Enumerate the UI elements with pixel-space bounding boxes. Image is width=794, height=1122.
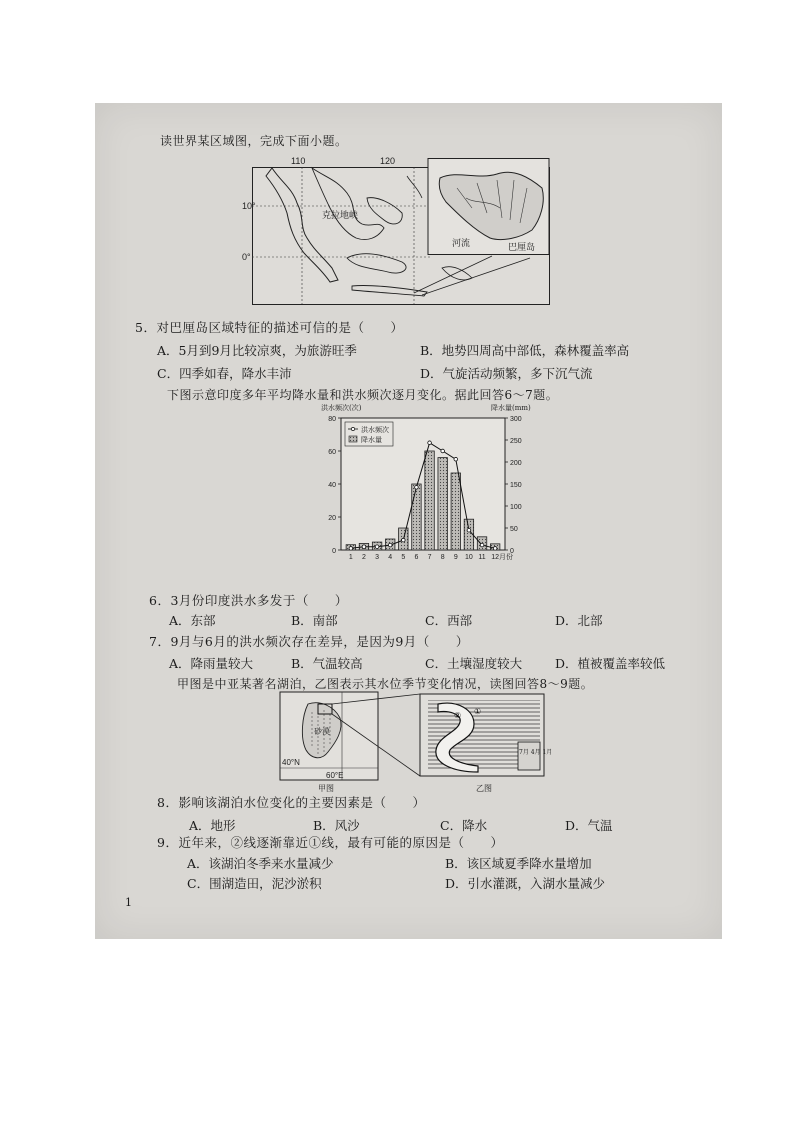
question-8-option-c[interactable]: C．降水 [440,818,488,833]
lake-maps [278,690,553,795]
yi-caption: 乙图 [476,784,492,793]
question-6-option-d[interactable]: D．北部 [555,613,603,628]
question-9-option-c[interactable]: C．围湖造田，泥沙淤积 [187,876,322,891]
x-axis-label: 月份 [499,553,513,561]
kra-isthmus-label: 克拉地峡 [322,211,359,221]
question-7-option-b[interactable]: B．气温较高 [291,656,363,671]
month-tick-label: 6 [414,554,419,561]
left-tick-label: 80 [328,416,336,423]
flood-frequency-point [402,538,406,542]
right-tick-label: 250 [510,438,522,445]
month-tick-label: 2 [362,554,366,561]
month-tick-label: 5 [401,554,406,561]
flood-frequency-point [375,545,379,549]
intro-map-question: 读世界某区域图，完成下面小题。 [160,134,348,148]
flood-frequency-point [454,457,458,461]
legend-line-label: 洪水频次 [361,426,389,434]
month-tick-label: 7 [427,554,432,561]
question-7-stem: 7．9月与6月的洪水频次存在差异，是因为9月（ ） [149,634,469,649]
left-tick-label: 60 [328,449,336,456]
left-axis-label: 洪水频次(次) [321,404,362,412]
intro-chart-question: 下图示意印度多年平均降水量和洪水频次逐月变化。据此回答6～7题。 [167,388,559,402]
jia-caption: 甲图 [318,784,334,793]
question-8-option-b[interactable]: B．风沙 [313,818,360,833]
bali-label: 巴厘岛 [508,243,536,253]
question-6-option-c[interactable]: C．西部 [425,613,473,628]
left-tick-label: 0 [332,548,336,555]
flood-frequency-point [493,547,497,551]
flood-frequency-point [415,486,419,490]
right-axis-label: 降水量(mm) [491,404,531,412]
flood-frequency-point [441,449,445,453]
question-8-stem: 8．影响该湖泊水位变化的主要因素是（ ） [157,795,426,810]
right-tick-label: 150 [510,482,522,489]
question-8-option-a[interactable]: A．地形 [189,818,236,833]
question-5-option-d[interactable]: D．气旋活动频繁，多下沉气流 [420,366,593,381]
question-7-option-a[interactable]: A．降雨量较大 [169,656,254,671]
flood-frequency-point [388,543,392,547]
month-tick-label: 4 [388,554,393,561]
right-tick-label: 300 [510,416,522,423]
rainfall-bar [451,473,460,550]
lon-60e-label: 60°E [326,771,344,780]
question-9-option-d[interactable]: D．引水灌溉，入湖水量减少 [445,876,606,891]
lon-120-label: 120 [380,156,396,166]
question-6-option-a[interactable]: A．东部 [169,613,216,628]
question-5-option-c[interactable]: C．四季如春，降水丰沛 [157,366,292,381]
question-6-option-b[interactable]: B．南部 [291,613,338,628]
month-tick-label: 3 [375,554,380,561]
rainfall-bar [438,458,447,550]
flood-frequency-point [362,545,366,549]
left-tick-label: 20 [328,515,336,522]
flood-frequency-point [467,528,471,532]
question-9-option-a[interactable]: A．该湖泊冬季来水量减少 [187,856,334,871]
page-number: 1 [125,896,132,909]
intro-lake-question: 甲图是中亚某著名湖泊，乙图表示其水位季节变化情况，读图回答8～9题。 [177,677,594,691]
line-2-label: ② [454,711,462,720]
month-tick-label: 1 [348,554,353,561]
line-1-label: ① [474,707,482,716]
lat-0-label: 0° [242,252,251,262]
southeast-asia-map [242,156,550,306]
lat-10-label: 10° [242,201,256,211]
legend-line-marker [351,427,354,430]
month-tick-label: 11 [478,554,486,561]
month-tick-label: 8 [440,554,445,561]
river-label: 河流 [452,239,471,249]
right-tick-label: 100 [510,504,522,511]
question-5-option-b[interactable]: B．地势四周高中部低，森林覆盖率高 [420,343,630,358]
question-7-option-d[interactable]: D．植被覆盖率较低 [555,656,666,671]
question-9-stem: 9．近年来，②线逐渐靠近①线，最有可能的原因是（ ） [157,835,504,850]
question-8-option-d[interactable]: D．气温 [565,818,613,833]
question-9-option-b[interactable]: B．该区域夏季降水量增加 [445,856,592,871]
question-6-stem: 6．3月份印度洪水多发于（ ） [149,593,348,608]
india-flood-rainfall-chart [313,400,535,572]
question-7-option-c[interactable]: C．土壤湿度较大 [425,656,523,671]
lon-110-label: 110 [291,156,306,166]
rainfall-bar [412,484,421,550]
question-5-option-a[interactable]: A．5月到9月比较凉爽，为旅游旺季 [157,343,357,358]
right-tick-label: 200 [510,460,522,467]
lat-40n-label: 40°N [282,758,300,767]
flood-frequency-point [480,543,484,547]
month-tick-label: 12 [491,554,500,561]
desert-label: 砂漠 [314,727,330,736]
month-box-label: 7月 4月 1月 [519,749,553,756]
right-tick-label: 50 [510,526,518,533]
flood-frequency-point [349,547,353,551]
legend-bar-swatch [349,436,357,442]
question-5-stem: 5．对巴厘岛区域特征的描述可信的是（ ） [135,320,404,335]
month-tick-label: 9 [453,554,458,561]
month-tick-label: 10 [465,554,473,561]
left-tick-label: 40 [328,482,336,489]
right-tick-label: 0 [510,548,514,555]
rainfall-bar [425,451,434,550]
exam-sheet [95,103,722,939]
legend-bar-label: 降水量 [361,436,382,444]
flood-frequency-point [428,441,432,445]
